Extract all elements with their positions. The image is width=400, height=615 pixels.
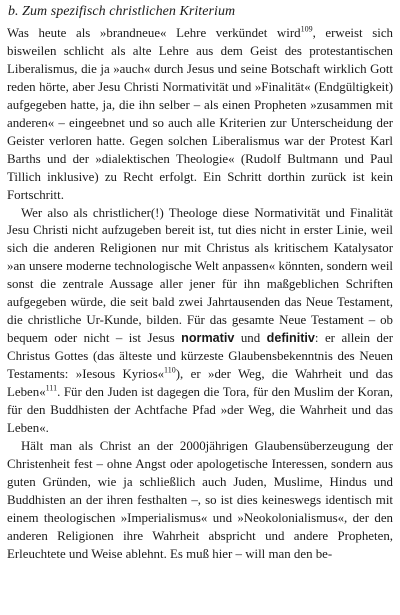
paragraph-2-text-c: : er allein der Christus Gottes (das älteste und kürzeste Glaubensbekenntnis des Neuen Testaments: »Iesous Kyrios« bbox=[7, 331, 394, 382]
paragraph-2-text-e: . Für den Juden ist dagegen die Tora, für den Muslim der Koran, für den Buddhisten der Achtfache Pfad »der Weg, die Wahrheit und das Leben«. bbox=[7, 385, 393, 435]
section-heading: b. Zum spezifisch christlichen Kriterium bbox=[8, 4, 236, 19]
paragraph-3 bbox=[7, 438, 393, 564]
footnote-ref-111: 111 bbox=[45, 383, 58, 393]
paragraph-1-text-b: , erweist sich bisweilen schlicht als alte Lehre aus dem Geist des protestantischen Liberalismus, die ja »auch« durch Jesus und seine Botschaft wirklich Gott reden hörte, aber Jesu Christi Normativität und »Finalität« (Endgültigkeit) aufgegeben hatte, ja, die ihn selber – als einen Propheten »zusammen mit anderen« – eingeebnet und so auch alle Kriterien zur Unterscheidung der Geister verloren hatte. Gegen solchen Liberalismus war der Protest Karl Barths und der »dialektischen Theologie« (Rudolf Bultmann und Paul Tillich inklusive) zu Recht erfolgt. Ein Schritt dorthin zurück ist kein Fortschritt. bbox=[7, 26, 393, 202]
bold-term-normativ: normativ bbox=[181, 331, 235, 346]
bold-term-definitiv: definitiv bbox=[266, 331, 315, 346]
footnote-ref-109: 109 bbox=[300, 24, 313, 34]
paragraph-3-text: Hält man als Christ an der 2000jährigen Glaubensüberzeugung der Christenheit fest – ohne Angst oder apologetische Interessen, sondern aus guten Gründen, wie ja schließlich auch Juden, Muslime, Hindus und Buddhisten an der ihren festhalten –, so ist dies keineswegs identisch mit einem theologischen »Imperialismus« und »Neokolonialismus«, der den anderen Religionen ihre Wahrheit abspricht und andere Propheten, Erleuchtete und Weise ablehnt. Es muß hier – will man den be- bbox=[7, 438, 393, 561]
paragraph-2-text-b: und bbox=[234, 331, 267, 346]
paragraph-1 bbox=[7, 25, 393, 205]
paragraph-2-text-d: ), er »der Weg, die Wahrheit und das Leben« bbox=[7, 367, 393, 400]
paragraph-2 bbox=[7, 205, 393, 438]
footnote-ref-110: 110 bbox=[164, 365, 176, 375]
paragraph-2-text-a: Wer also als christlicher(!) Theologe diese Normativität und Finalität Jesu Christi nicht aufzugeben bereit ist, tut dies nicht in erster Linie, weil sich die anderen Religionen nur mit Christus als kritischem Katalysator »an unsere moderne technologische Welt anpassen« könnten, sondern weil sonst die zentrale Aussage aller jener für ihn maßgeblichen Schriften aufgegeben würde, die seit bald zwei Jahrtausenden das Neue Testament, die christliche Ur-Kunde, bilden. Für das gesamte Neue Testament – ob bequem oder nicht – ist Jesus bbox=[7, 205, 393, 346]
paragraph-1-text-a: Was heute als »brandneue« Lehre verkündet wird bbox=[7, 26, 301, 40]
